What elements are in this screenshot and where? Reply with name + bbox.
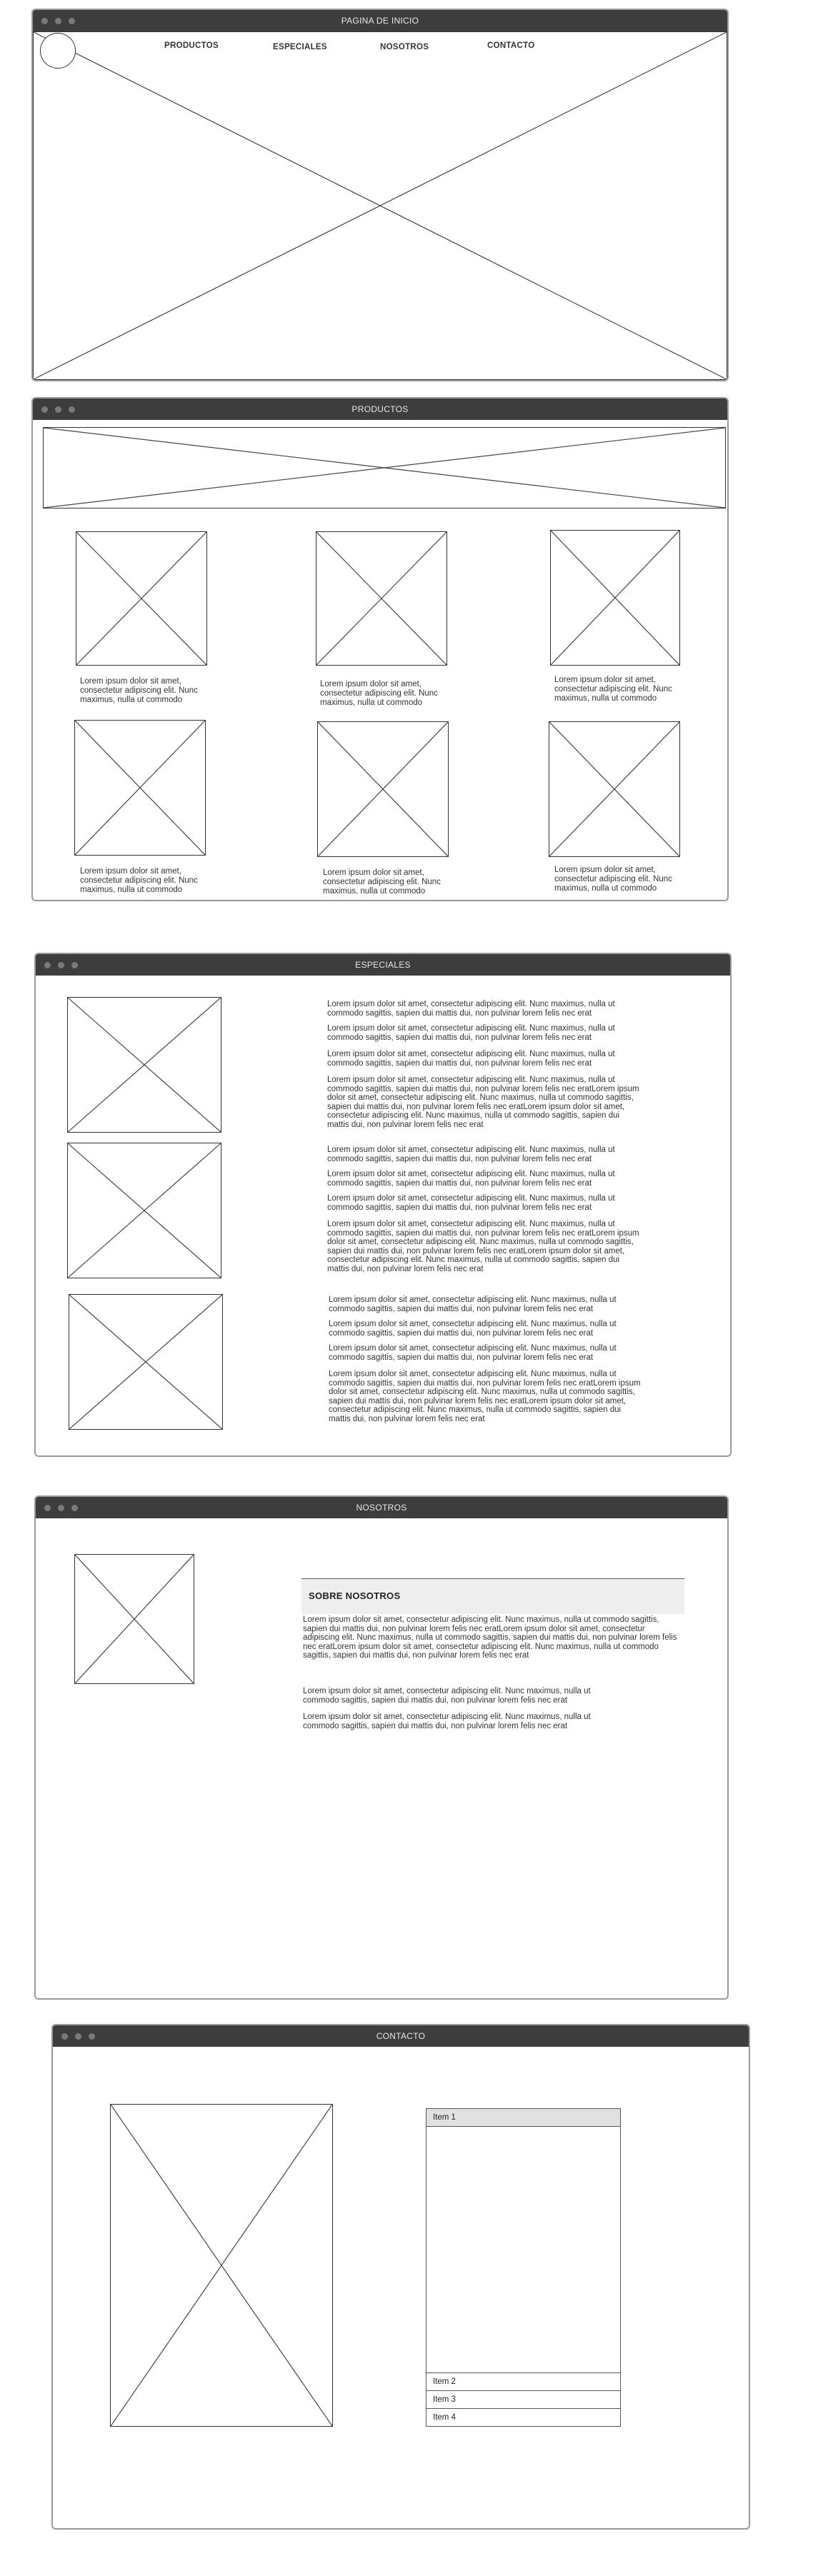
nav-link-contacto[interactable]: CONTACTO (487, 41, 535, 50)
product-image-placeholder[interactable] (317, 721, 449, 857)
product-caption: Lorem ipsum dolor sit amet, consectetur adipiscing elit. Nunc maximus, nulla ut commodo (554, 866, 672, 893)
about-paragraph: Lorem ipsum dolor sit amet, consectetur adipiscing elit. Nunc maximus, nulla ut commodo sagittis, sapien dui mattis dui, non pulvinar lorem felis nec erat (303, 1687, 591, 1705)
window-title: NOSOTROS (356, 1503, 407, 1513)
list-item[interactable]: Item 4 (427, 2408, 620, 2426)
special-paragraph: Lorem ipsum dolor sit amet, consectetur adipiscing elit. Nunc maximus, nulla ut commodo sagittis, sapien dui mattis dui, non pulvinar lorem felis nec eratLorem ipsum dolor sit amet, consectetur adipiscing elit. Nunc maximus, nulla ut commodo sagittis, sapien dui mattis dui, non pulvinar lorem felis nec eratLorem ipsum dolor sit amet, consectetur adipiscing elit. Nunc maximus, nulla ut commodo sagittis, sapien dui mattis dui, non pulvinar lorem felis nec erat (329, 1370, 641, 1423)
contact-image-placeholder (110, 2104, 333, 2427)
special-paragraph: Lorem ipsum dolor sit amet, consectetur adipiscing elit. Nunc maximus, nulla ut commodo sagittis, sapien dui mattis dui, non pulvinar lorem felis nec erat (329, 1295, 617, 1313)
about-heading: SOBRE NOSOTROS (309, 1590, 401, 1601)
nav-link-nosotros[interactable]: NOSOTROS (380, 43, 429, 51)
special-paragraph: Lorem ipsum dolor sit amet, consectetur adipiscing elit. Nunc maximus, nulla ut commodo sagittis, sapien dui mattis dui, non pulvinar lorem felis nec erat (327, 1000, 615, 1018)
placeholder-cross-icon (316, 532, 447, 665)
placeholder-cross-icon (549, 722, 679, 856)
placeholder-cross-icon (34, 32, 727, 379)
placeholder-cross-icon (69, 1295, 222, 1429)
about-paragraph: Lorem ipsum dolor sit amet, consectetur adipiscing elit. Nunc maximus, nulla ut commodo sagittis, sapien dui mattis dui, non pulvinar lorem felis nec eratLorem ipsum dolor sit amet, consectetur adipiscing elit. Nunc maximus, nulla ut commodo sagittis, sapien dui mattis dui, non pulvinar lorem felis nec eratLorem ipsum dolor sit amet, consectetur adipiscing elit. Nunc maximus, nulla ut commodo sagittis, sapien dui mattis dui, non pulvinar lorem felis nec erat (303, 1615, 677, 1660)
placeholder-cross-icon (111, 2105, 332, 2426)
product-caption: Lorem ipsum dolor sit amet, consectetur adipiscing elit. Nunc maximus, nulla ut commodo (323, 868, 441, 896)
product-caption: Lorem ipsum dolor sit amet, consectetur adipiscing elit. Nunc maximus, nulla ut commodo (80, 677, 198, 704)
placeholder-cross-icon (76, 532, 206, 665)
window-title: CONTACTO (376, 2031, 426, 2041)
window-content (33, 31, 727, 380)
special-paragraph: Lorem ipsum dolor sit amet, consectetur adipiscing elit. Nunc maximus, nulla ut commodo sagittis, sapien dui mattis dui, non pulvinar lorem felis nec erat (329, 1344, 617, 1362)
list-item[interactable]: Item 3 (427, 2390, 620, 2408)
special-paragraph: Lorem ipsum dolor sit amet, consectetur adipiscing elit. Nunc maximus, nulla ut commodo sagittis, sapien dui mattis dui, non pulvinar lorem felis nec erat (327, 1146, 615, 1163)
placeholder-cross-icon (68, 1143, 221, 1278)
list-item-selected[interactable]: Item 1 (427, 2109, 620, 2127)
special-image-placeholder[interactable] (67, 1143, 221, 1278)
placeholder-cross-icon (75, 721, 205, 855)
placeholder-cross-icon (318, 722, 448, 856)
special-paragraph: Lorem ipsum dolor sit amet, consectetur adipiscing elit. Nunc maximus, nulla ut commodo sagittis, sapien dui mattis dui, non pulvinar lorem felis nec erat (327, 1024, 615, 1042)
special-image-placeholder[interactable] (67, 997, 221, 1133)
product-image-placeholder[interactable] (74, 720, 206, 856)
window-pagina-de-inicio (31, 9, 729, 381)
special-paragraph: Lorem ipsum dolor sit amet, consectetur adipiscing elit. Nunc maximus, nulla ut commodo sagittis, sapien dui mattis dui, non pulvinar lorem felis nec erat (327, 1170, 615, 1188)
window-titlebar (36, 1497, 727, 1518)
product-image-placeholder[interactable] (550, 530, 680, 666)
window-especiales (34, 953, 732, 1457)
banner-image-placeholder (43, 427, 726, 508)
about-image-placeholder (74, 1554, 194, 1684)
special-image-placeholder[interactable] (69, 1294, 223, 1430)
window-productos (31, 397, 729, 901)
window-title: PAGINA DE INICIO (341, 16, 419, 26)
product-caption: Lorem ipsum dolor sit amet, consectetur adipiscing elit. Nunc maximus, nulla ut commodo (554, 676, 672, 703)
special-paragraph: Lorem ipsum dolor sit amet, consectetur adipiscing elit. Nunc maximus, nulla ut commodo sagittis, sapien dui mattis dui, non pulvinar lorem felis nec erat (327, 1194, 615, 1212)
nav-link-productos[interactable]: PRODUCTOS (164, 41, 219, 50)
hero-image-placeholder (33, 31, 727, 380)
list-item[interactable]: Item 2 (427, 2372, 620, 2390)
window-contacto (51, 2024, 750, 2530)
about-heading-bar (301, 1578, 684, 1614)
window-content (53, 2047, 749, 2528)
special-paragraph: Lorem ipsum dolor sit amet, consectetur adipiscing elit. Nunc maximus, nulla ut commodo sagittis, sapien dui mattis dui, non pulvinar lorem felis nec eratLorem ipsum dolor sit amet, consectetur adipiscing elit. Nunc maximus, nulla ut commodo sagittis, sapien dui mattis dui, non pulvinar lorem felis nec eratLorem ipsum dolor sit amet, consectetur adipiscing elit. Nunc maximus, nulla ut commodo sagittis, sapien dui mattis dui, non pulvinar lorem felis nec erat (327, 1220, 639, 1273)
placeholder-cross-icon (68, 998, 221, 1132)
about-paragraph: Lorem ipsum dolor sit amet, consectetur adipiscing elit. Nunc maximus, nulla ut commodo sagittis, sapien dui mattis dui, non pulvinar lorem felis nec erat (303, 1713, 591, 1730)
special-paragraph: Lorem ipsum dolor sit amet, consectetur adipiscing elit. Nunc maximus, nulla ut commodo sagittis, sapien dui mattis dui, non pulvinar lorem felis nec eratLorem ipsum dolor sit amet, consectetur adipiscing elit. Nunc maximus, nulla ut commodo sagittis, sapien dui mattis dui, non pulvinar lorem felis nec eratLorem ipsum dolor sit amet, consectetur adipiscing elit. Nunc maximus, nulla ut commodo sagittis, sapien dui mattis dui, non pulvinar lorem felis nec erat (327, 1076, 639, 1129)
window-content (33, 420, 727, 900)
window-titlebar (33, 399, 727, 420)
special-paragraph: Lorem ipsum dolor sit amet, consectetur adipiscing elit. Nunc maximus, nulla ut commodo sagittis, sapien dui mattis dui, non pulvinar lorem felis nec erat (329, 1320, 617, 1338)
window-content (36, 976, 730, 1455)
placeholder-cross-icon (75, 1555, 194, 1683)
product-caption: Lorem ipsum dolor sit amet, consectetur adipiscing elit. Nunc maximus, nulla ut commodo (320, 680, 438, 707)
window-title: ESPECIALES (355, 960, 411, 970)
contact-list-box[interactable] (426, 2108, 621, 2427)
product-image-placeholder[interactable] (549, 721, 680, 857)
product-caption: Lorem ipsum dolor sit amet, consectetur adipiscing elit. Nunc maximus, nulla ut commodo (80, 867, 198, 894)
window-titlebar (36, 954, 730, 976)
window-content (36, 1518, 727, 1998)
special-paragraph: Lorem ipsum dolor sit amet, consectetur adipiscing elit. Nunc maximus, nulla ut commodo sagittis, sapien dui mattis dui, non pulvinar lorem felis nec erat (327, 1050, 615, 1068)
product-image-placeholder[interactable] (76, 531, 207, 666)
placeholder-cross-icon (44, 428, 725, 508)
product-image-placeholder[interactable] (316, 531, 447, 666)
logo-circle[interactable] (40, 33, 76, 69)
placeholder-cross-icon (551, 531, 679, 665)
window-titlebar (53, 2025, 749, 2047)
window-title: PRODUCTOS (351, 404, 409, 414)
nav-link-especiales[interactable]: ESPECIALES (273, 43, 327, 51)
window-titlebar (33, 10, 727, 31)
window-nosotros (34, 1495, 729, 2000)
